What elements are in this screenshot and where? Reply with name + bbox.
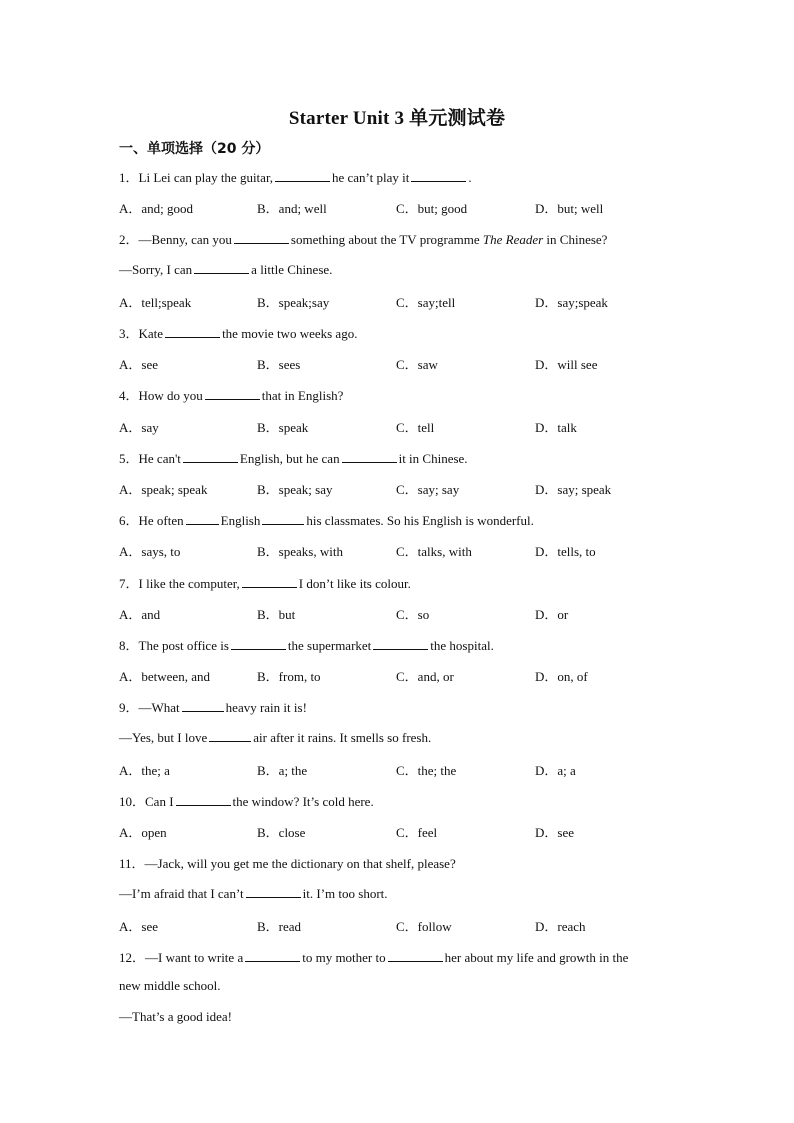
option-d[interactable]: D．say;speak [535, 295, 608, 310]
option-c[interactable]: C．talks, with [396, 544, 472, 559]
option-b[interactable]: B．close [257, 825, 306, 840]
answer-blank[interactable] [342, 450, 397, 463]
option-c[interactable]: C．saw [396, 357, 438, 372]
question-7: 7．I like the computer, I don’t like its colour. [119, 576, 411, 591]
option-c[interactable]: C．tell [396, 420, 435, 435]
section-heading: 一、单项选择（20 分） [119, 141, 270, 157]
option-a[interactable]: A．between, and [119, 669, 210, 684]
option-d[interactable]: D．but; well [535, 201, 604, 216]
option-b[interactable]: B．speak;say [257, 295, 330, 310]
option-a[interactable]: A．open [119, 825, 167, 840]
option-d[interactable]: D．a; a [535, 763, 576, 778]
question-8: 8．The post office is the supermarket the hospital. [119, 638, 494, 653]
question-12: 12．—I want to write a to my mother to her about my life and growth in the [119, 950, 629, 965]
answer-blank[interactable] [186, 512, 219, 525]
answer-blank[interactable] [411, 169, 466, 182]
option-b[interactable]: B．from, to [257, 669, 321, 684]
option-d[interactable]: D．say; speak [535, 482, 612, 497]
question-11: 11．—Jack, will you get me the dictionary on that shelf, please? [119, 856, 456, 871]
option-d[interactable]: D．talk [535, 420, 577, 435]
option-d[interactable]: D．or [535, 607, 569, 622]
answer-blank[interactable] [373, 637, 428, 650]
answer-blank[interactable] [246, 885, 301, 898]
answer-blank[interactable] [388, 949, 443, 962]
question-9: 9．—What heavy rain it is! [119, 700, 307, 715]
option-a[interactable]: A．say [119, 420, 159, 435]
question-10: 10．Can I the window? It’s cold here. [119, 794, 374, 809]
answer-blank[interactable] [194, 261, 249, 274]
question-4: 4．How do you that in English? [119, 388, 344, 403]
question-11-line-2: —I’m afraid that I can’t it. I’m too short. [119, 886, 388, 901]
option-c[interactable]: C．feel [396, 825, 438, 840]
option-a[interactable]: A．and; good [119, 201, 194, 216]
question-6: 6．He often English his classmates. So his English is wonderful. [119, 513, 534, 528]
option-a[interactable]: A．says, to [119, 544, 181, 559]
option-c[interactable]: C．but; good [396, 201, 468, 216]
option-c[interactable]: C．say; say [396, 482, 460, 497]
answer-blank[interactable] [183, 450, 238, 463]
option-a[interactable]: A．the; a [119, 763, 170, 778]
question-9-line-2: —Yes, but I love air after it rains. It smells so fresh. [119, 730, 432, 745]
option-a[interactable]: A．see [119, 919, 158, 934]
option-c[interactable]: C．follow [396, 919, 452, 934]
option-b[interactable]: B．speak [257, 420, 309, 435]
answer-blank[interactable] [242, 575, 297, 588]
question-1: 1．Li Lei can play the guitar, he can’t play it . [119, 170, 472, 185]
option-d[interactable]: D．will see [535, 357, 598, 372]
answer-blank[interactable] [262, 512, 304, 525]
question-12-line-2: new middle school. [119, 978, 221, 993]
answer-blank[interactable] [182, 699, 224, 712]
option-a[interactable]: A．see [119, 357, 158, 372]
option-a[interactable]: A．speak; speak [119, 482, 208, 497]
option-c[interactable]: C．and, or [396, 669, 454, 684]
question-5: 5．He can't English, but he can it in Chinese. [119, 451, 468, 466]
option-d[interactable]: D．on, of [535, 669, 588, 684]
option-d[interactable]: D．tells, to [535, 544, 596, 559]
answer-blank[interactable] [245, 949, 300, 962]
question-12-line-3: —That’s a good idea! [119, 1009, 232, 1024]
option-b[interactable]: B．and; well [257, 201, 327, 216]
option-c[interactable]: C．so [396, 607, 430, 622]
option-a[interactable]: A．tell;speak [119, 295, 192, 310]
option-c[interactable]: C．the; the [396, 763, 457, 778]
answer-blank[interactable] [176, 793, 231, 806]
answer-blank[interactable] [209, 729, 251, 742]
option-d[interactable]: D．see [535, 825, 574, 840]
answer-blank[interactable] [231, 637, 286, 650]
question-2: 2．—Benny, can you something about the TV programme The Reader in Chinese? [119, 232, 608, 247]
option-b[interactable]: B．a; the [257, 763, 308, 778]
question-3: 3．Kate the movie two weeks ago. [119, 326, 358, 341]
option-d[interactable]: D．reach [535, 919, 586, 934]
answer-blank[interactable] [205, 387, 260, 400]
page-title: Starter Unit 3 单元测试卷 [288, 108, 506, 129]
option-b[interactable]: B．sees [257, 357, 301, 372]
option-b[interactable]: B．read [257, 919, 302, 934]
answer-blank[interactable] [165, 325, 220, 338]
question-2-line-2: —Sorry, I can a little Chinese. [119, 262, 333, 277]
option-b[interactable]: B．but [257, 607, 296, 622]
option-b[interactable]: B．speak; say [257, 482, 333, 497]
option-b[interactable]: B．speaks, with [257, 544, 343, 559]
answer-blank[interactable] [275, 169, 330, 182]
option-a[interactable]: A．and [119, 607, 161, 622]
answer-blank[interactable] [234, 231, 289, 244]
option-c[interactable]: C．say;tell [396, 295, 456, 310]
